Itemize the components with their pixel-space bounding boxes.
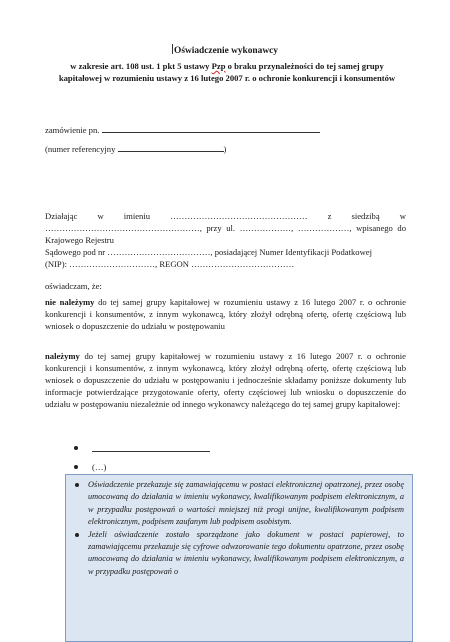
text-cursor <box>172 44 173 54</box>
instruction-item: Jeżeli oświadczenie zostało sporządzone jako dokument w postaci papierowej, to zamawiającemu przekazuje się cyfrowe odwzorowanie tego dokumentu opatrzone, przez osobę umocowaną do działania w imieniu wykonawcy, kwalifikowanym podpisem elektronicznym, a w przypadku postępowań o <box>66 529 412 579</box>
bullet-icon <box>74 446 78 450</box>
spellcheck-word: Pzp <box>211 61 226 71</box>
document-title: Oświadczenie wykonawcy <box>174 46 278 56</box>
group-members-list <box>74 438 210 476</box>
acting-on-behalf-paragraph <box>45 210 406 270</box>
document-subtitle: w zakresie art. 108 ust. 1 pkt 5 ustawy Pzp o braku przynależności do tej samej grupy kapitałowej w rozumieniu ustawy z 16 lutego 2007 r. o ochronie konkurencji i konsumentów <box>58 61 396 83</box>
declaration-intro: oświadczam, że: <box>45 281 102 291</box>
reference-number-field: (numer referencyjny ) <box>45 144 227 154</box>
acting-line-4: (NIP): …………………………, REGON ……………………………… <box>45 259 295 269</box>
list-item: (…) <box>74 457 210 476</box>
bullet-icon <box>74 465 78 469</box>
instruction-item: Oświadczenie przekazuje się zamawiającemu w postaci elektronicznej opatrzonej, przez osobę umocowaną do działania w imieniu wykonawcy, kwalifikowanym podpisem elektronicznym, a w przypadku postępowań o wartości mniejszej niż progi unijne, kwalifikowanym podpisem elektronicznym, podpisem zaufanym lub podpisem osobistym. <box>66 479 412 529</box>
order-name-blank[interactable] <box>102 124 320 133</box>
group-member-blank[interactable] <box>92 443 210 452</box>
acting-line-3: Sądowego pod nr ………………………………, posiadającej Numer Identyfikacji Podatkowej <box>45 247 372 257</box>
bullet-icon <box>75 483 79 487</box>
acting-line-2: ………………………………………………, przy ul. ………………, ………………, wpisanego do Krajowego Rejestru <box>45 223 406 245</box>
order-name-field: zamówienie pn. <box>45 124 320 135</box>
reference-number-blank[interactable] <box>118 143 224 152</box>
not-belong-paragraph: nie należymy do tej samej grupy kapitałowej w rozumieniu ustawy z 16 lutego 2007 r. o ochronie konkurencji i konsumentów, z innym wykonawcą, który złożył odrębną ofertę, ofertę częściową lub wniosek o dopuszczenie do udziału w postępowaniu <box>45 297 406 331</box>
acting-line-1: Działając w imieniu ………………………………………… z siedzibą w <box>45 211 406 221</box>
list-item <box>74 438 210 457</box>
bullet-icon <box>75 533 79 537</box>
belong-paragraph: należymy do tej samej grupy kapitałowej w rozumieniu ustawy z 16 lutego 2007 r. o ochronie konkurencji i konsumentów, z innym wykonawcą, który złożył odrębną ofertę, ofertę częściową lub wniosek o dopuszczenie do udziału w postępowaniu i jednocześnie składamy poniższe dokumenty lub informacje potwierdzające przygotowanie oferty, oferty częściowej lub wniosku o dopuszczenie do udziału w postępowaniu niezależnie od innego wykonawcy należącego do tej samej grupy kapitałowej: <box>45 351 406 409</box>
instructions-box <box>65 474 413 642</box>
